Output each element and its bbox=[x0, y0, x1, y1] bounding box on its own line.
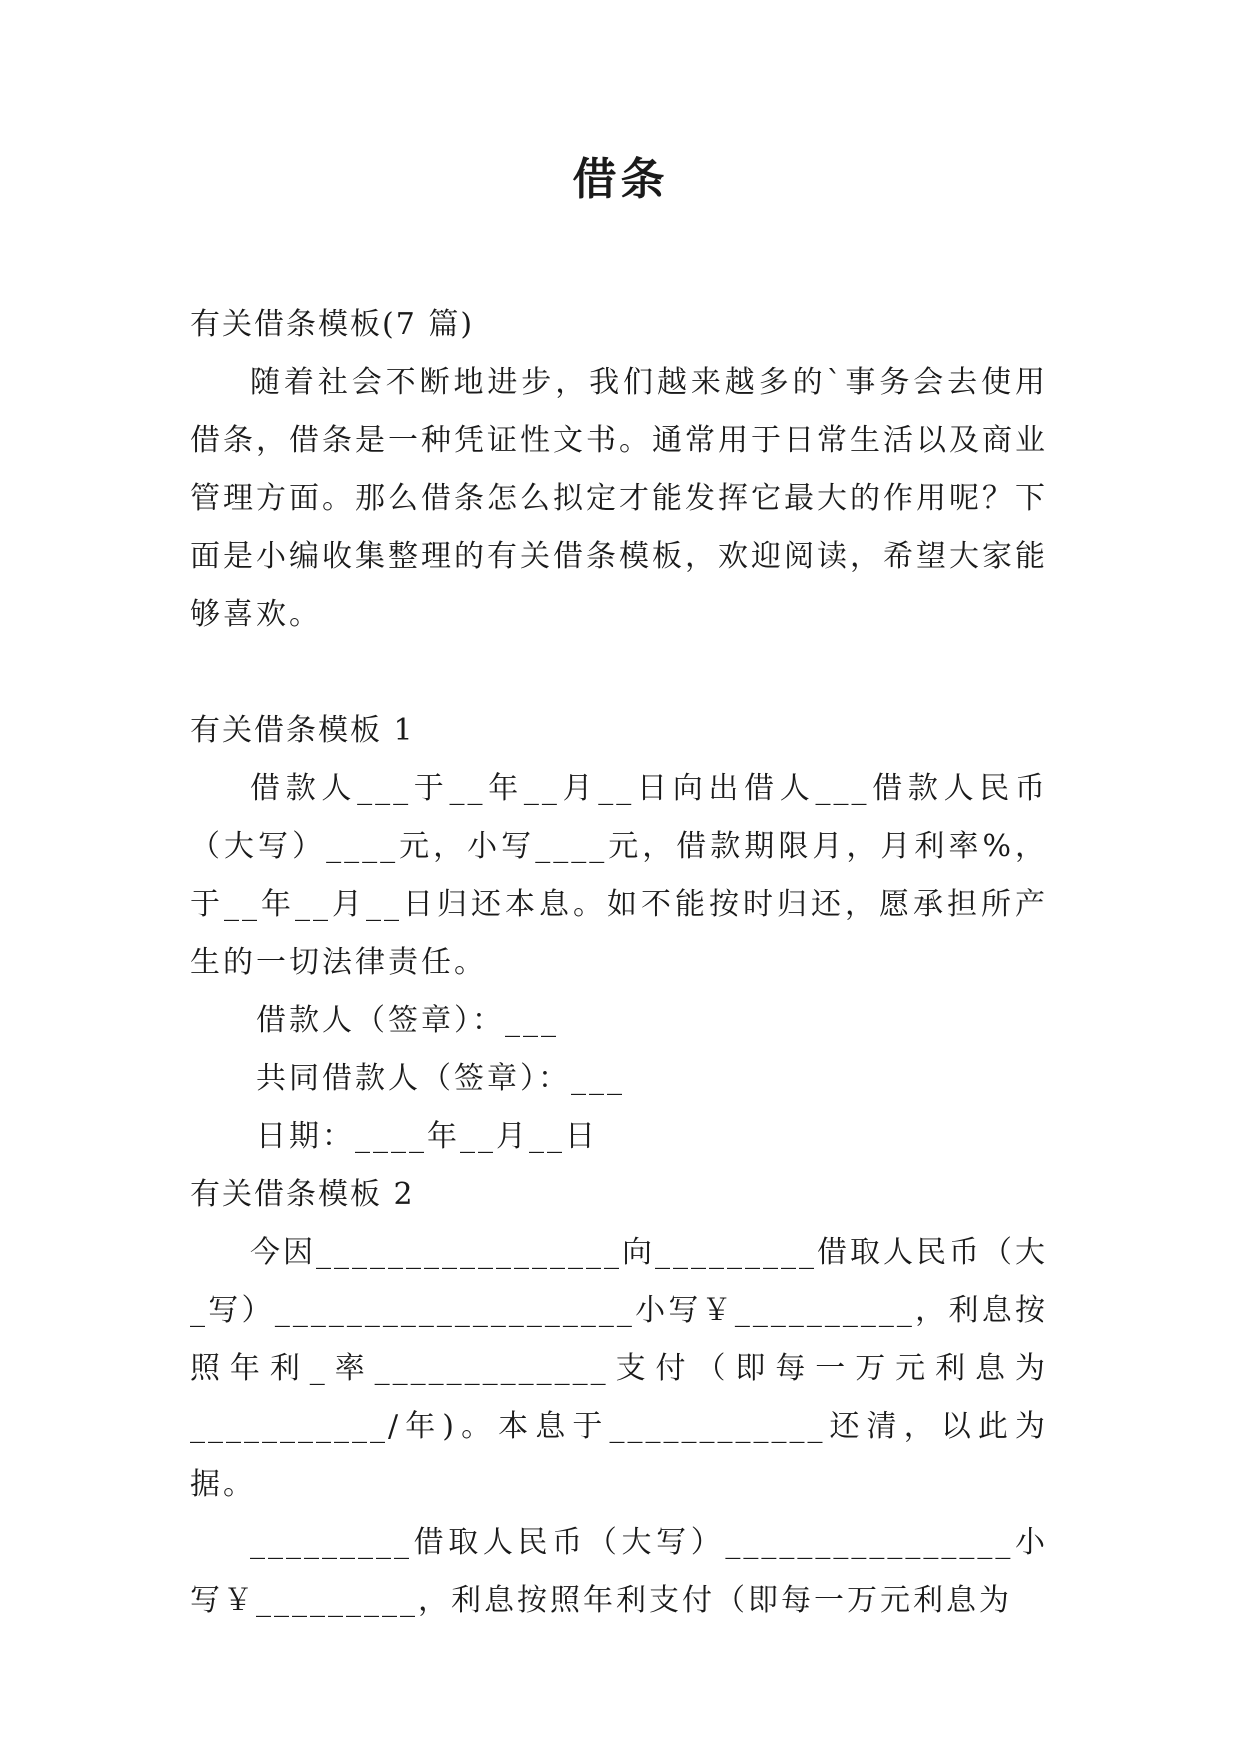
document-title: 借条 bbox=[572, 154, 669, 205]
template2-heading: 有关借条模板 2 bbox=[190, 1177, 415, 1212]
template2-paragraph-1: 今因_________________向_________借取人民币（大_写）____________________小写￥__________，利息按照年利_率_____________支付（即每一万元利息为___________/年)。本息于____________还清，以此为据。 bbox=[190, 1235, 1048, 1502]
template1-heading: 有关借条模板 1 bbox=[190, 713, 415, 748]
borrower-signature-line: 借款人（签章）：___ bbox=[256, 1003, 559, 1038]
co-borrower-signature-line: 共同借款人（签章）：___ bbox=[256, 1061, 625, 1096]
template2-paragraph-2: _________借取人民币（大写）________________小写￥_________，利息按照年利支付（即每一万元利息为 bbox=[190, 1525, 1048, 1618]
document-body bbox=[190, 296, 1048, 1630]
template1-paragraph: 借款人___于__年__月__日向出借人___借款人民币（大写）____元，小写____元，借款期限月，月利率%，于__年__月__日归还本息。如不能按时归还，愿承担所产生的一切法律责任。 bbox=[190, 771, 1048, 980]
intro-paragraph: 随着社会不断地进步，我们越来越多的`事务会去使用借条，借条是一种凭证性文书。通常用于日常生活以及商业管理方面。那么借条怎么拟定才能发挥它最大的作用呢？下面是小编收集整理的有关借条模板，欢迎阅读，希望大家能够喜欢。 bbox=[190, 365, 1048, 632]
date-line: 日期：____年__月__日 bbox=[256, 1119, 598, 1154]
section-spacer bbox=[190, 644, 1048, 702]
intro-heading: 有关借条模板(7 篇) bbox=[190, 307, 475, 342]
